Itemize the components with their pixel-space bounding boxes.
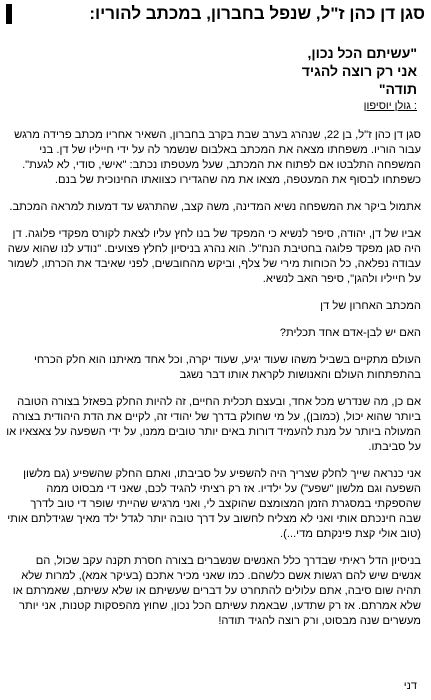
paragraph: אתמול ביקר את המשפחה נשיא המדינה, משה קצב, שהתרגש עד דמעות למראה המכתב. [9,201,421,213]
pull-quote-line: אני רק רוצה להגיד [301,63,417,79]
pull-quote-line: תודה" [378,81,417,97]
paragraph: אביו של דן, יהודה, סיפר לנשיא כי המפקד של בנו לחץ עליו לצאת לקורס מפקדי פלוגה. דן היה סגן מפקד פלוגה בחטיבת הנח"ל. הוא נהרג בניסיון לחלץ פצועים. "נודע לנו שהוא עשה עבודה נפלאה, כל הכוחות מירי של צלף, וביקש מהחובשים, לפני שאיבד את הכרתו, לשמור על חייליו ולהגן", סיפר האב לנשיא. [7,228,421,285]
section-heading: המכתב האחרון של דן [320,300,421,312]
article-title: סגן דן כהן ז"ל, שנפל בחברון, במכתב להוריו: [6,4,425,24]
paragraph: אם כן, מה שנדרש מכל אחד, ובעצם תכלית החיים, זה להיות החלק בפאזל בצורה הטובה ביותר שהוא יכול, (כמובן), על מי שחולק בדרך של יהודי זה, לקיים את הדת היהודית בצורה המעולה ביותר על מנת להעמיד דורות באים יותר טובים ממנו, על ידי השפעה על צאצאיו או על סביבתו. [6,396,421,453]
paragraph: בניסיון הדל ראיתי שבדרך כלל האנשים שנשברים בצורה חסרת תקנה עקב שכול, הם אנשים שיש להם רגשות אשם כלשהם. כמו שאני מכיר אתכם (בעיקר אמא), למרות שלא תהיה שום סיבה, אתם עלולים להתחרט על דברים שעשיתם או שלא עשיתם, שאמרתם או שלא אמרתם. אז רק שתדעו, שבאמת עשיתם הכל נכון, שחוץ מהפסקות קטנות, אני יותר מעשרים שנה מבסוט, ורק רוצה להגיד תודה! [12,555,421,627]
pull-quote [117,44,417,98]
pull-quote-line: "עשיתם הכל נכון, [307,45,417,61]
author-byline: : גולן יוסיפון [363,100,417,112]
article-body [6,128,421,641]
paragraph: סגן דן כהן ז"ל, בן 22, שנהרג בערב שבת בקרב בחברון, השאיר אחריו מכתב פרידה מרגש עבור הוריו. משפחתו מצאה את המכתב באלבום שנשמר לה על ידי חייליו של דן. בני המשפחה התלבטו אם לפתוח את המכתב, שעל מעטפתו נכתב: "אישי, סודי, לא לגעת". כשפתחו לבסוף את המעטפה, מצאו את מה שהגדירו כצוואתו החינוכית של בנם. [14,129,421,186]
paragraph: אני כנראה שייך לחלק שצריך היה להשפיע על סביבתו, ואתם החלק שהשפיע (גם מלשון השפעה וגם מלשון "שפע") על ילדיו. אז רק רציתי להגיד לכם, שאני די מבסוט ממה שהספקתי במסגרת הזמן המצומצם שהוקצב לי, ואני מרגיש שהייתי שופר די טוב לדרך שבה חינכתם אותי ואני לא מצליח לחשוב על דרך טובה יותר לגדל ילד מאיך שגידלתם אותי (טוב אולי קצת פינקתם מדי...). [7,468,421,540]
paragraph: האם יש לבן-אדם אחד תכלית? [279,327,421,339]
paragraph: העולם מתקיים בשביל משהו שעוד יגיע, שעוד יקרה, וכל אחד מאיתנו הוא חלק הכרחי בהתפתחות העולם והאנושות לקראת אותו דבר נשגב [33,354,421,381]
signature: דני [403,680,417,692]
